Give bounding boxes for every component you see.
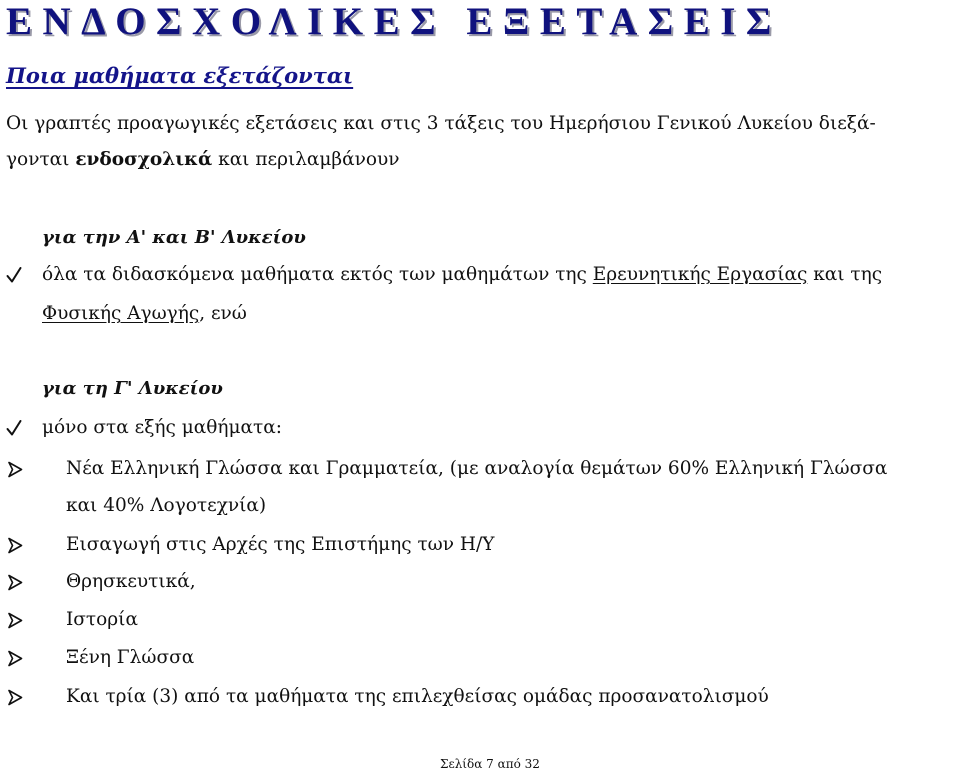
- list-item: Και τρία (3) από τα μαθήματα της επιλεχθείσας ομάδας προσανατολισμού: [66, 686, 769, 707]
- text-segment: και της: [807, 264, 883, 285]
- list-item: Ιστορία: [66, 609, 138, 630]
- arrowhead-bullet-icon: [8, 574, 23, 591]
- arrowhead-bullet-icon: [8, 537, 23, 554]
- page-title: ΕΝΔΟΣΧΟΛΙΚΕΣ ΕΞΕΤΑΣΕΙΣ: [6, 0, 782, 43]
- arrowhead-bullet-icon: [8, 689, 23, 706]
- checkmark-icon: [6, 419, 22, 437]
- list-item: Ξένη Γλώσσα: [66, 647, 195, 668]
- underlined-text: Φυσικής Αγωγής: [42, 303, 200, 324]
- intro-line-2: [6, 146, 400, 174]
- underlined-text: Ερευνητικής Εργασίας: [592, 264, 808, 285]
- section-subtitle: Ποια μαθήματα εξετάζονται: [6, 63, 354, 88]
- list-item: Εισαγωγή στις Αρχές της Επιστήμης των Η/Υ: [66, 534, 495, 555]
- text-segment: , ενώ: [199, 303, 247, 324]
- intro-text: γονται: [6, 149, 76, 170]
- arrowhead-bullet-icon: [8, 612, 23, 629]
- list-item: Νέα Ελληνική Γλώσσα και Γραμματεία, (με αναλογία θεμάτων 60% Ελληνική Γλώσσα: [66, 458, 888, 479]
- section-heading-ab: για την Α' και Β' Λυκείου: [42, 227, 306, 248]
- check-line-ab-1: [42, 261, 882, 289]
- intro-bold-word: ενδοσχολικά: [75, 149, 213, 170]
- intro-text-end: και περιλαμβάνουν: [212, 149, 400, 170]
- list-item-continuation: και 40% Λογοτεχνία): [66, 495, 267, 516]
- intro-line-1: Οι γραπτές προαγωγικές εξετάσεις και στις 3 τάξεις του Ημερήσιου Γενικού Λυκείου διεξά-: [6, 113, 876, 134]
- page-number-footer: Σελίδα 7 από 32: [440, 757, 540, 771]
- checkmark-icon: [6, 266, 22, 284]
- check-line-c: μόνο στα εξής μαθήματα:: [42, 417, 282, 438]
- section-heading-c: για τη Γ' Λυκείου: [42, 378, 223, 399]
- arrowhead-bullet-icon: [8, 461, 23, 478]
- text-segment: όλα τα διδασκόμενα μαθήματα εκτός των μαθημάτων της: [42, 264, 593, 285]
- arrowhead-bullet-icon: [8, 650, 23, 667]
- check-line-ab-2: [42, 300, 247, 328]
- list-item: Θρησκευτικά,: [66, 571, 196, 592]
